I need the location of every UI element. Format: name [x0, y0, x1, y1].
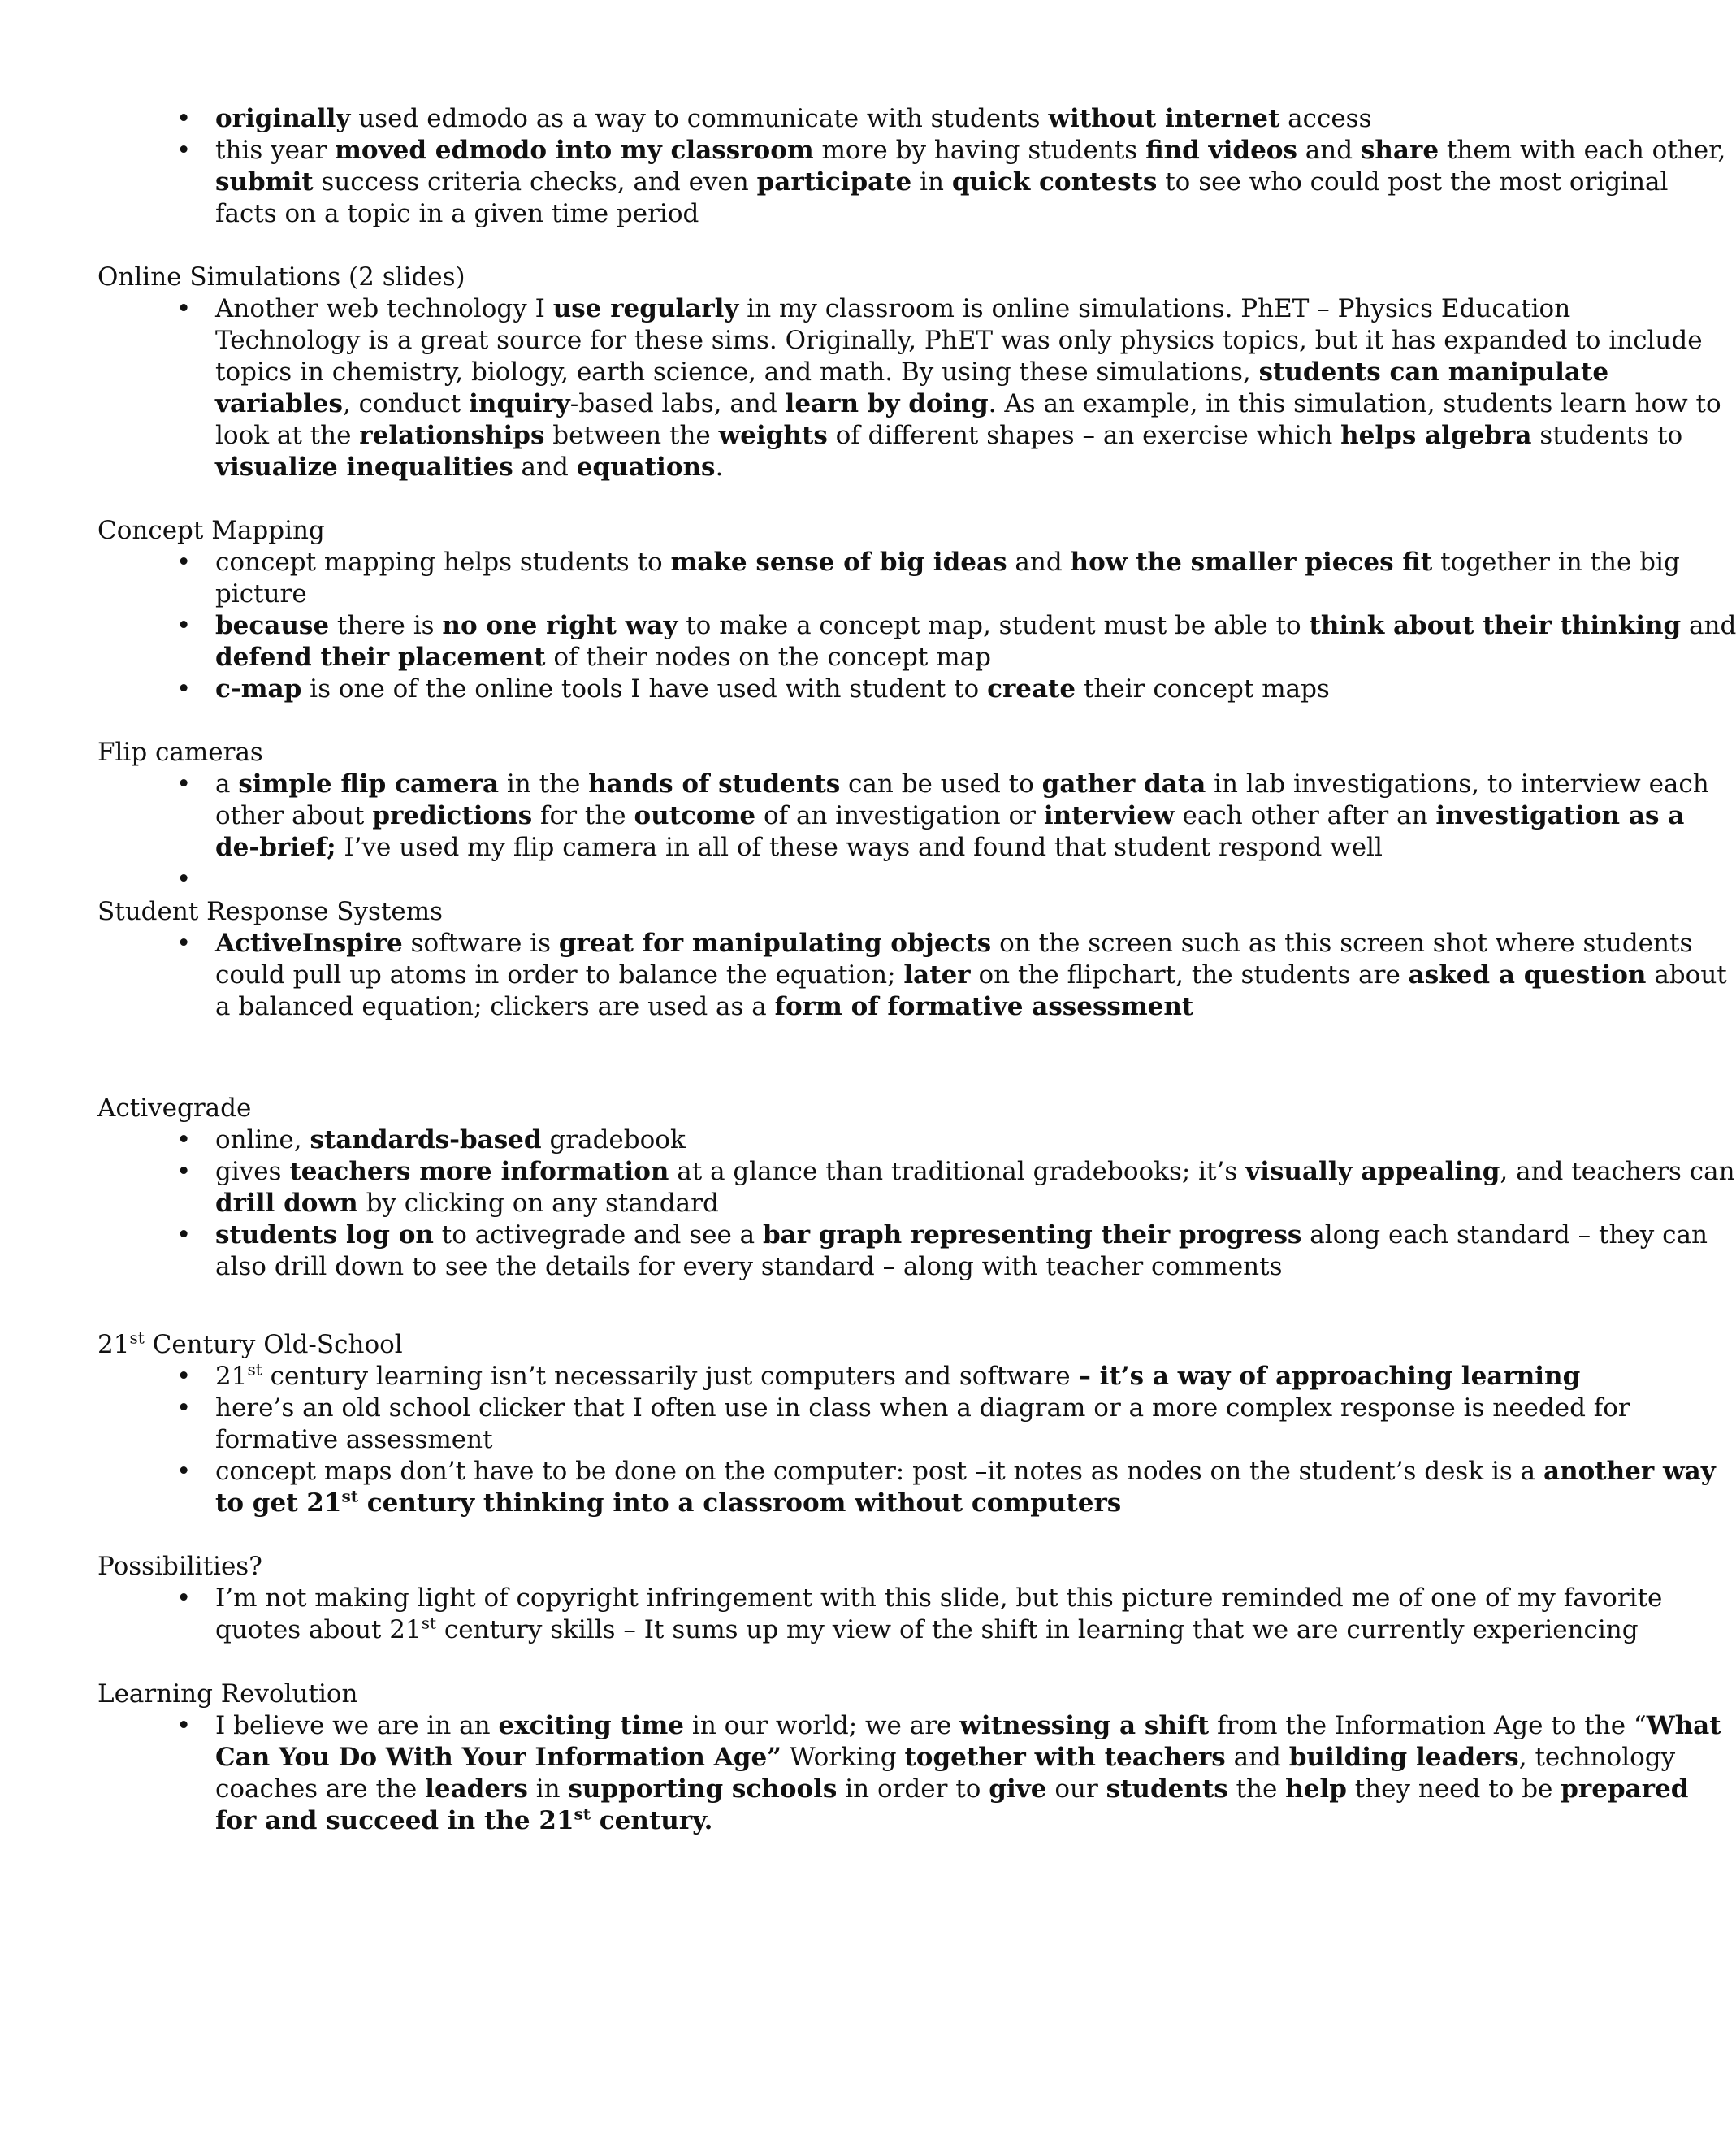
text-run: -based labs, and — [569, 389, 786, 418]
bullet-text-line — [215, 135, 1725, 167]
section-heading — [97, 1679, 358, 1710]
bold-run: building leaders — [1288, 1743, 1519, 1772]
text-run: Flip cameras — [97, 738, 263, 767]
bold-run: drill down — [215, 1189, 358, 1218]
text-run: of an investigation or — [755, 801, 1044, 830]
text-run: of their nodes on the concept map — [545, 643, 991, 672]
bullet-text-line — [215, 1424, 493, 1456]
bullet-text-line — [215, 1251, 1283, 1283]
text-run: in lab investigations, to interview each — [1206, 769, 1709, 799]
text-run: 21 — [215, 1362, 248, 1391]
bullet-text-line — [215, 1124, 686, 1156]
bullet-dot-icon: • — [176, 1457, 192, 1486]
text-run: and — [1681, 611, 1736, 640]
bullet-text-line — [215, 198, 699, 230]
bullet-text-line — [215, 1361, 1580, 1393]
text-run: together in the big — [1432, 548, 1680, 577]
bullet-text-line — [215, 1774, 1688, 1805]
text-run: of different shapes – an exercise which — [827, 421, 1341, 450]
text-run: at a glance than traditional gradebooks; it’s — [669, 1157, 1246, 1186]
text-run: Century Old-School — [144, 1330, 403, 1359]
text-run: by clicking on any standard — [357, 1189, 719, 1218]
text-run: . As an example, in this simulation, students learn how to — [988, 389, 1721, 418]
bullet-text-line — [215, 452, 723, 483]
text-run: this year — [215, 136, 336, 165]
bold-run: originally — [215, 104, 351, 133]
text-run: along each standard – they can — [1301, 1220, 1708, 1250]
bold-run: without internet — [1048, 104, 1280, 133]
bullet-text-line — [215, 928, 1692, 960]
bold-run: give — [989, 1774, 1047, 1804]
bold-run: ActiveInspire — [215, 929, 403, 958]
bullet-text-line — [215, 1393, 1630, 1424]
bold-run: century. — [591, 1806, 713, 1835]
text-run: each other after an — [1174, 801, 1436, 830]
text-run: used edmodo as a way to communicate with students — [350, 104, 1049, 133]
bold-run: standards-based — [310, 1125, 542, 1154]
text-run: , conduct — [342, 389, 470, 418]
bold-run: think about their thinking — [1309, 611, 1682, 640]
text-run: look at the — [215, 421, 360, 450]
text-run: Concept Mapping — [97, 516, 325, 545]
text-run: st — [421, 1613, 437, 1633]
bold-run: how the smaller pieces fit — [1070, 548, 1433, 577]
bold-run: leaders — [425, 1774, 528, 1804]
section-heading — [97, 1551, 262, 1583]
bold-run: inquiry — [469, 389, 570, 418]
bold-run: use regularly — [552, 294, 739, 323]
bullet-dot-icon: • — [176, 769, 192, 799]
text-run: in my classroom is online simulations. PhET – Physics Education — [738, 294, 1571, 323]
bold-run: form of formative assessment — [774, 992, 1194, 1021]
bullet-dot-icon: • — [176, 929, 192, 958]
text-run: other about — [215, 801, 373, 830]
text-run: access — [1279, 104, 1372, 133]
text-run: for the — [532, 801, 634, 830]
text-run: the — [1227, 1774, 1286, 1804]
bullet-dot-icon: • — [176, 1711, 192, 1740]
text-run: facts on a topic in a given time period — [215, 199, 699, 228]
bullet-dot-icon: • — [176, 674, 192, 704]
bold-run: investigation as a — [1435, 801, 1685, 830]
bold-run: students can manipulate — [1258, 357, 1609, 387]
bullet-dot-icon: • — [176, 1362, 192, 1391]
text-run: Learning Revolution — [97, 1679, 358, 1709]
bold-run: supporting schools — [568, 1774, 838, 1804]
text-run: students to — [1531, 421, 1683, 450]
bullet-text-line — [215, 610, 1736, 642]
text-run: is one of the online tools I have used with student to — [301, 674, 988, 704]
bold-run: weights — [718, 421, 828, 450]
text-run: and — [1297, 136, 1361, 165]
bullet-text-line — [215, 293, 1570, 325]
text-run: there is — [329, 611, 443, 640]
text-run: to activegrade and see a — [433, 1220, 763, 1250]
text-run: between the — [544, 421, 719, 450]
bullet-text-line — [215, 800, 1684, 832]
text-run: gives — [215, 1157, 290, 1186]
bold-run: share — [1360, 136, 1439, 165]
bullet-dot-icon: • — [176, 294, 192, 323]
text-run: software is — [402, 929, 559, 958]
bold-run: c-map — [215, 674, 302, 704]
bold-run: learn by doing — [785, 389, 989, 418]
bold-run: – it’s a way of approaching learning — [1078, 1362, 1581, 1391]
text-run: st — [129, 1328, 145, 1348]
bullet-dot-icon: • — [176, 1157, 192, 1186]
text-run: in our world; we are — [684, 1711, 960, 1740]
section-heading — [97, 1093, 251, 1124]
text-run: Technology is a great source for these sims. Originally, PhET was only physics topics, but it has expanded to include — [215, 326, 1703, 355]
bold-run: later — [903, 960, 971, 990]
text-run: and — [513, 453, 577, 482]
text-run: in the — [499, 769, 589, 799]
section-heading — [97, 262, 465, 293]
bold-run: relationships — [359, 421, 545, 450]
bullet-dot-icon: • — [176, 548, 192, 577]
bullet-text-line — [215, 420, 1682, 452]
bold-run: defend their placement — [215, 643, 546, 672]
bullet-text-line — [215, 1742, 1675, 1774]
bold-run: bar graph representing their progress — [762, 1220, 1302, 1250]
text-run: in — [527, 1774, 569, 1804]
bullet-text-line — [215, 325, 1703, 357]
bold-run: hands of students — [588, 769, 841, 799]
bold-run: variables — [215, 389, 343, 418]
bold-run: st — [574, 1804, 591, 1824]
text-run: Student Response Systems — [97, 897, 444, 926]
text-run: and — [1225, 1743, 1289, 1772]
bold-run: century thinking into a classroom without computers — [357, 1488, 1122, 1518]
bullet-dot-icon: • — [176, 1125, 192, 1154]
bold-run: great for manipulating objects — [558, 929, 992, 958]
bold-run: to get 21 — [215, 1488, 342, 1518]
bold-run: help — [1285, 1774, 1347, 1804]
text-run: to see who could post the most original — [1157, 167, 1669, 197]
bullet-dot-icon: • — [176, 1220, 192, 1250]
bold-run: teachers more information — [289, 1157, 669, 1186]
bold-run: visually appealing — [1245, 1157, 1500, 1186]
section-heading — [97, 896, 443, 928]
text-run: they need to be — [1346, 1774, 1561, 1804]
bullet-text-line — [215, 357, 1608, 388]
bullet-text-line — [215, 832, 1383, 864]
section-heading — [97, 737, 263, 769]
bold-run: interview — [1043, 801, 1175, 830]
bullet-dot-icon: • — [176, 611, 192, 640]
text-run: Activegrade — [97, 1094, 252, 1123]
bullet-text-line — [215, 1188, 719, 1219]
bold-run: because — [215, 611, 330, 640]
text-run: I believe we are in an — [215, 1711, 499, 1740]
bold-run: de-brief; — [215, 833, 336, 862]
text-run: our — [1046, 1774, 1106, 1804]
bullet-text-line — [215, 991, 1193, 1023]
bullet-text-line — [215, 1219, 1708, 1251]
bold-run: find videos — [1145, 136, 1297, 165]
bold-run: create — [987, 674, 1076, 704]
text-run: Working — [781, 1743, 905, 1772]
text-run: I’ve used my flip camera in all of these ways and found that student respond well — [336, 833, 1383, 862]
bullet-dot-icon: • — [176, 1583, 192, 1613]
bold-run: prepared — [1561, 1774, 1689, 1804]
bold-run: witnessing a shift — [959, 1711, 1210, 1740]
text-run: st — [247, 1359, 262, 1380]
bold-run: visualize inequalities — [215, 453, 513, 482]
bullet-text-line — [215, 578, 307, 610]
text-run: to make a concept map, student must be able to — [678, 611, 1310, 640]
text-run: , technology — [1518, 1743, 1676, 1772]
bullet-text-line — [215, 1156, 1735, 1188]
bold-run: Can You Do With Your Information Age” — [215, 1743, 782, 1772]
bold-run: equations — [576, 453, 716, 482]
bullet-text-line — [215, 642, 991, 674]
text-run: formative assessment — [215, 1425, 493, 1454]
text-run: . — [715, 453, 724, 482]
text-run: topics in chemistry, biology, earth science, and math. By using these simulations, — [215, 357, 1259, 387]
text-run: picture — [215, 579, 307, 609]
bullet-text-line — [215, 547, 1680, 578]
bold-run: students log on — [215, 1220, 434, 1250]
section-heading — [97, 1329, 403, 1361]
bold-run: no one right way — [442, 611, 678, 640]
bold-run: gather data — [1041, 769, 1206, 799]
text-run: success criteria checks, and even — [313, 167, 757, 197]
bold-run: moved edmodo into my classroom — [335, 136, 814, 165]
bold-run: students — [1106, 1774, 1228, 1804]
text-run: concept mapping helps students to — [215, 548, 671, 577]
text-run: in order to — [837, 1774, 989, 1804]
text-run: a balanced equation; clickers are used as a — [215, 992, 775, 1021]
bold-run: together with teachers — [904, 1743, 1226, 1772]
text-run: here’s an old school clicker that I often use in class when a diagram or a more complex response is needed for — [215, 1393, 1630, 1423]
bold-run: exciting time — [498, 1711, 685, 1740]
bullet-text-line — [215, 388, 1721, 420]
section-heading — [97, 515, 325, 547]
text-run: century learning isn’t necessarily just computers and software — [262, 1362, 1079, 1391]
text-run: on the flipchart, the students are — [970, 960, 1409, 990]
bold-run: quick contests — [951, 167, 1158, 197]
text-run: century skills – It sums up my view of the shift in learning that we are currently experiencing — [436, 1615, 1639, 1644]
bullet-dot-icon: • — [176, 1393, 192, 1423]
text-run: gradebook — [541, 1125, 686, 1154]
bullet-text-line — [215, 1456, 1716, 1488]
bullet-text-line — [215, 960, 1727, 991]
bullet-text-line — [215, 674, 1330, 705]
bullet-dot-icon: • — [176, 104, 192, 133]
text-run: them with each other, — [1439, 136, 1726, 165]
bullet-dot-icon: • — [176, 136, 192, 165]
text-run: their concept maps — [1076, 674, 1330, 704]
text-run: coaches are the — [215, 1774, 426, 1804]
bold-run: helps algebra — [1340, 421, 1532, 450]
bullet-text-line — [215, 1614, 1639, 1646]
bold-run: another way — [1543, 1457, 1716, 1486]
bullet-dot-icon: • — [176, 864, 192, 894]
bold-run: st — [341, 1486, 358, 1506]
text-run: Possibilities? — [97, 1552, 262, 1581]
text-run: could pull up atoms in order to balance the equation; — [215, 960, 904, 990]
text-run: I’m not making light of copyright infringement with this slide, but this picture reminded me of one of my favorite — [215, 1583, 1663, 1613]
text-run: can be used to — [840, 769, 1042, 799]
text-run: quotes about 21 — [215, 1615, 422, 1644]
bold-run: for and succeed in the 21 — [215, 1806, 574, 1835]
bullet-text-line — [215, 769, 1709, 800]
bold-run: predictions — [372, 801, 533, 830]
text-run: more by having students — [813, 136, 1146, 165]
text-run: , and teachers can — [1500, 1157, 1735, 1186]
bullet-text-line — [215, 1805, 712, 1837]
bullet-text-line — [215, 1710, 1721, 1742]
bold-run: asked a question — [1408, 960, 1647, 990]
text-run: online, — [215, 1125, 310, 1154]
bold-run: outcome — [634, 801, 756, 830]
bold-run: make sense of big ideas — [670, 548, 1007, 577]
text-run: Another web technology I — [215, 294, 553, 323]
text-run: concept maps don’t have to be done on the computer: post –it notes as nodes on the student’s desk is a — [215, 1457, 1543, 1486]
text-run: Online Simulations (2 slides) — [97, 262, 465, 292]
text-run: a — [215, 769, 239, 799]
text-run: 21 — [97, 1330, 130, 1359]
bullet-text-line — [215, 1583, 1662, 1614]
bold-run: simple flip camera — [238, 769, 500, 799]
text-run: from the Information Age to the “ — [1209, 1711, 1647, 1740]
text-run: also drill down to see the details for every standard – along with teacher comments — [215, 1252, 1283, 1281]
text-run: about — [1646, 960, 1727, 990]
text-run: and — [1007, 548, 1071, 577]
bullet-text-line — [215, 167, 1668, 198]
text-run: on the screen such as this screen shot where students — [991, 929, 1693, 958]
bold-run: participate — [756, 167, 912, 197]
bold-run: What — [1646, 1711, 1721, 1740]
bullet-text-line — [215, 103, 1372, 135]
bold-run: submit — [215, 167, 314, 197]
text-run: in — [911, 167, 952, 197]
bullet-text-line — [215, 1488, 1121, 1519]
